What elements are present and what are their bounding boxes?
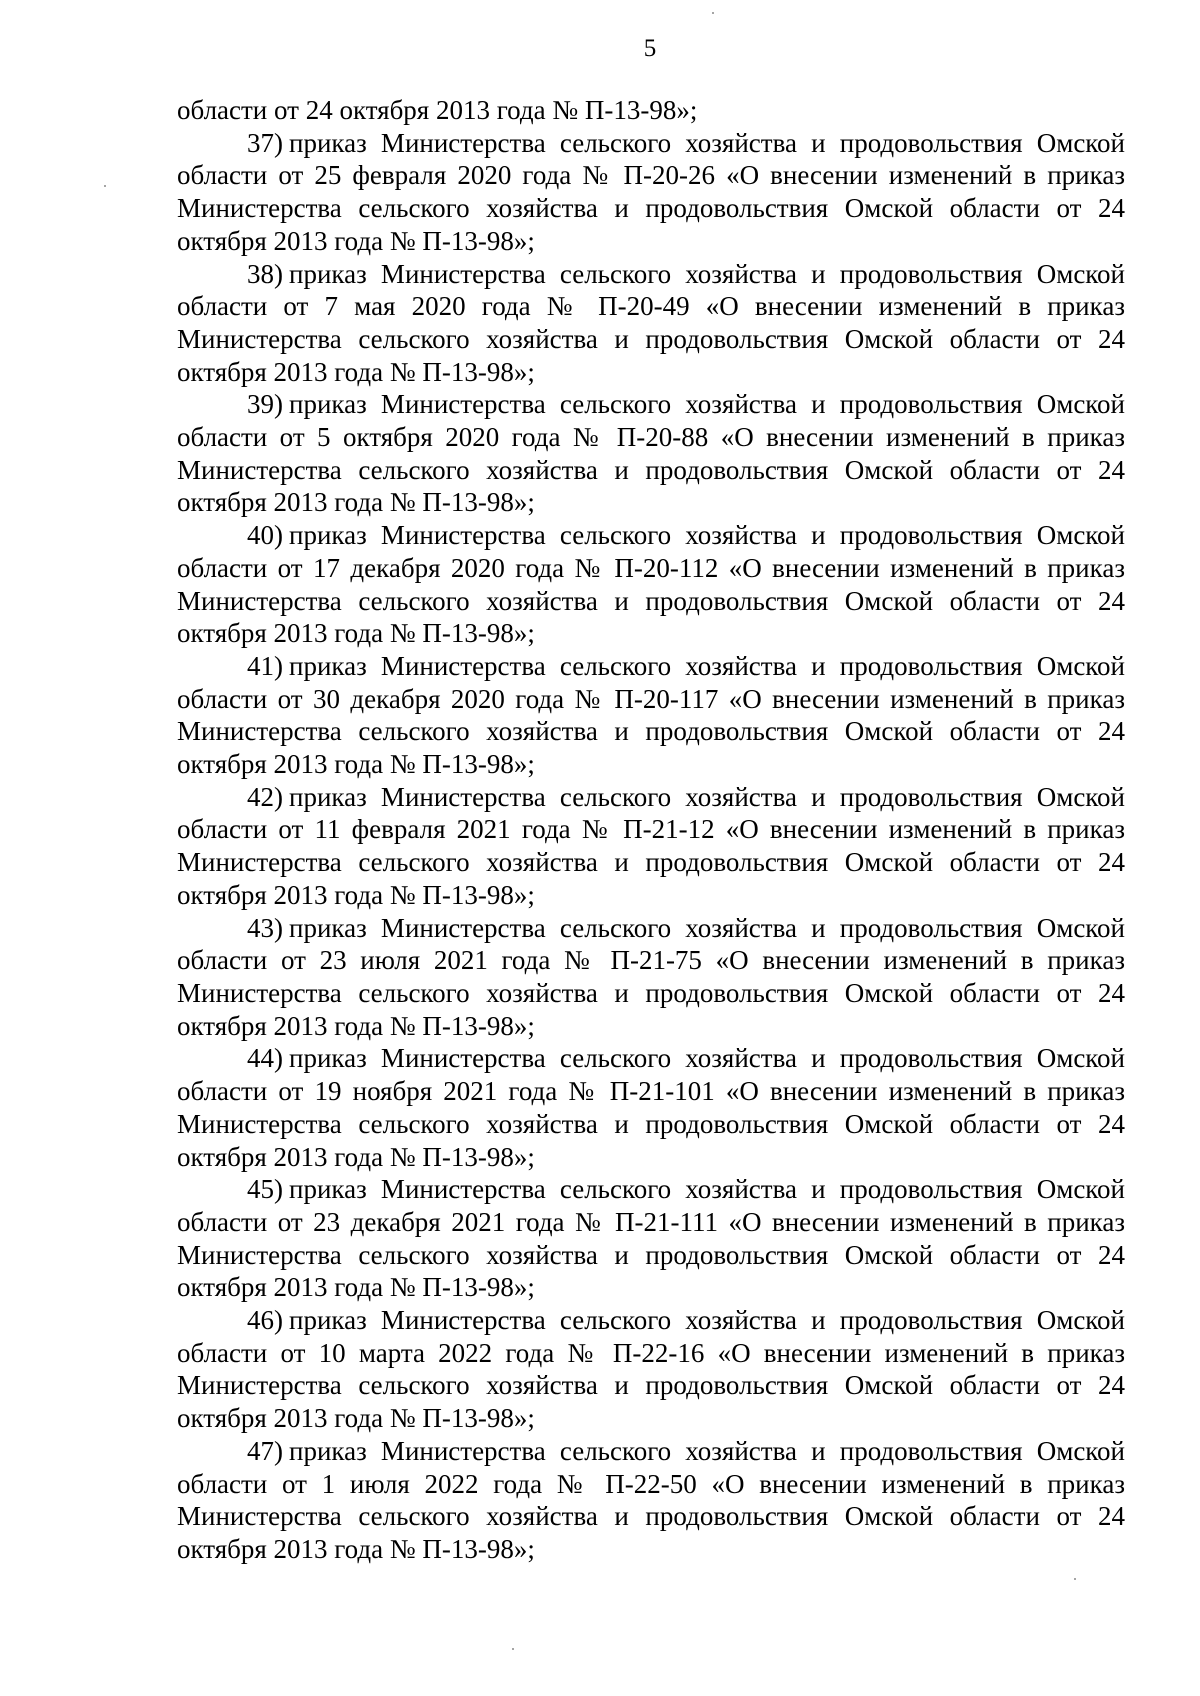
item-text: приказ Министерства сельского хозяйства и продовольствия Омской области от 10 марта 2022 года № П-22-16 «О внесении изменений в приказ Министерства сельского хозяйства и продовольствия Омской области от 24 октября 2013 года № П-13-98»; — [177, 1305, 1125, 1434]
item-number: 43) — [247, 912, 283, 943]
item-number: 41) — [247, 650, 283, 681]
scan-speck — [712, 12, 714, 14]
item-number: 37) — [247, 127, 283, 158]
document-body — [177, 94, 1125, 1566]
item-number: 39) — [247, 389, 283, 420]
item-text: приказ Министерства сельского хозяйства и продовольствия Омской области от 23 декабря 2021 года № П-21-111 «О внесении изменений в приказ Министерства сельского хозяйства и продовольствия Омской области от 24 октября 2013 года № П-13-98»; — [177, 1174, 1125, 1303]
continuation-line: области от 24 октября 2013 года № П-13-98»; — [177, 95, 698, 125]
list-item — [177, 1173, 1125, 1304]
item-text: приказ Министерства сельского хозяйства и продовольствия Омской области от 1 июля 2022 года № П-22-50 «О внесении изменений в приказ Министерства сельского хозяйства и продовольствия Омской области от 24 октября 2013 года № П-13-98»; — [177, 1435, 1125, 1564]
scan-speck — [104, 185, 106, 187]
item-text: приказ Министерства сельского хозяйства и продовольствия Омской области от 23 июля 2021 года № П-21-75 «О внесении изменений в приказ Министерства сельского хозяйства и продовольствия Омской области от 24 октября 2013 года № П-13-98»; — [177, 912, 1125, 1041]
item-number: 44) — [247, 1043, 283, 1074]
list-item — [177, 388, 1125, 519]
item-number: 46) — [247, 1305, 283, 1336]
list-item — [177, 258, 1125, 389]
list-item — [177, 912, 1125, 1043]
item-number: 40) — [247, 520, 283, 551]
list-item — [177, 650, 1125, 781]
item-text: приказ Министерства сельского хозяйства и продовольствия Омской области от 30 декабря 2020 года № П-20-117 «О внесении изменений в приказ Министерства сельского хозяйства и продовольствия Омской области от 24 октября 2013 года № П-13-98»; — [177, 650, 1125, 780]
item-number: 42) — [247, 781, 283, 812]
list-item — [177, 519, 1125, 650]
item-text: приказ Министерства сельского хозяйства и продовольствия Омской области от 11 февраля 2021 года № П-21-12 «О внесении изменений в приказ Министерства сельского хозяйства и продовольствия Омской области от 24 октября 2013 года № П-13-98»; — [177, 781, 1125, 910]
item-number: 47) — [247, 1435, 283, 1466]
item-number: 45) — [247, 1174, 283, 1205]
scan-speck — [512, 1648, 514, 1650]
item-number: 38) — [247, 258, 283, 289]
list-item — [177, 1042, 1125, 1173]
item-text: приказ Министерства сельского хозяйства и продовольствия Омской области от 7 мая 2020 года № П-20-49 «О внесении изменений в приказ Министерства сельского хозяйства и продовольствия Омской области от 24 октября 2013 года № П-13-98»; — [177, 258, 1125, 387]
item-text: приказ Министерства сельского хозяйства и продовольствия Омской области от 19 ноября 2021 года № П-21-101 «О внесении изменений в приказ Министерства сельского хозяйства и продовольствия Омской области от 24 октября 2013 года № П-13-98»; — [177, 1043, 1125, 1172]
item-text: приказ Министерства сельского хозяйства и продовольствия Омской области от 5 октября 2020 года № П-20-88 «О внесении изменений в приказ Министерства сельского хозяйства и продовольствия Омской области от 24 октября 2013 года № П-13-98»; — [177, 389, 1125, 518]
list-item — [177, 1435, 1125, 1566]
item-text: приказ Министерства сельского хозяйства и продовольствия Омской области от 25 февраля 2020 года № П-20-26 «О внесении изменений в приказ Министерства сельского хозяйства и продовольствия Омской области от 24 октября 2013 года № П-13-98»; — [177, 127, 1125, 256]
scan-speck — [1074, 1578, 1076, 1580]
page-number: 5 — [643, 35, 657, 62]
list-item — [177, 1304, 1125, 1435]
list-item — [177, 781, 1125, 912]
item-text: приказ Министерства сельского хозяйства и продовольствия Омской области от 17 декабря 2020 года № П-20-112 «О внесении изменений в приказ Министерства сельского хозяйства и продовольствия Омской области от 24 октября 2013 года № П-13-98»; — [177, 520, 1125, 649]
list-item — [177, 127, 1125, 258]
